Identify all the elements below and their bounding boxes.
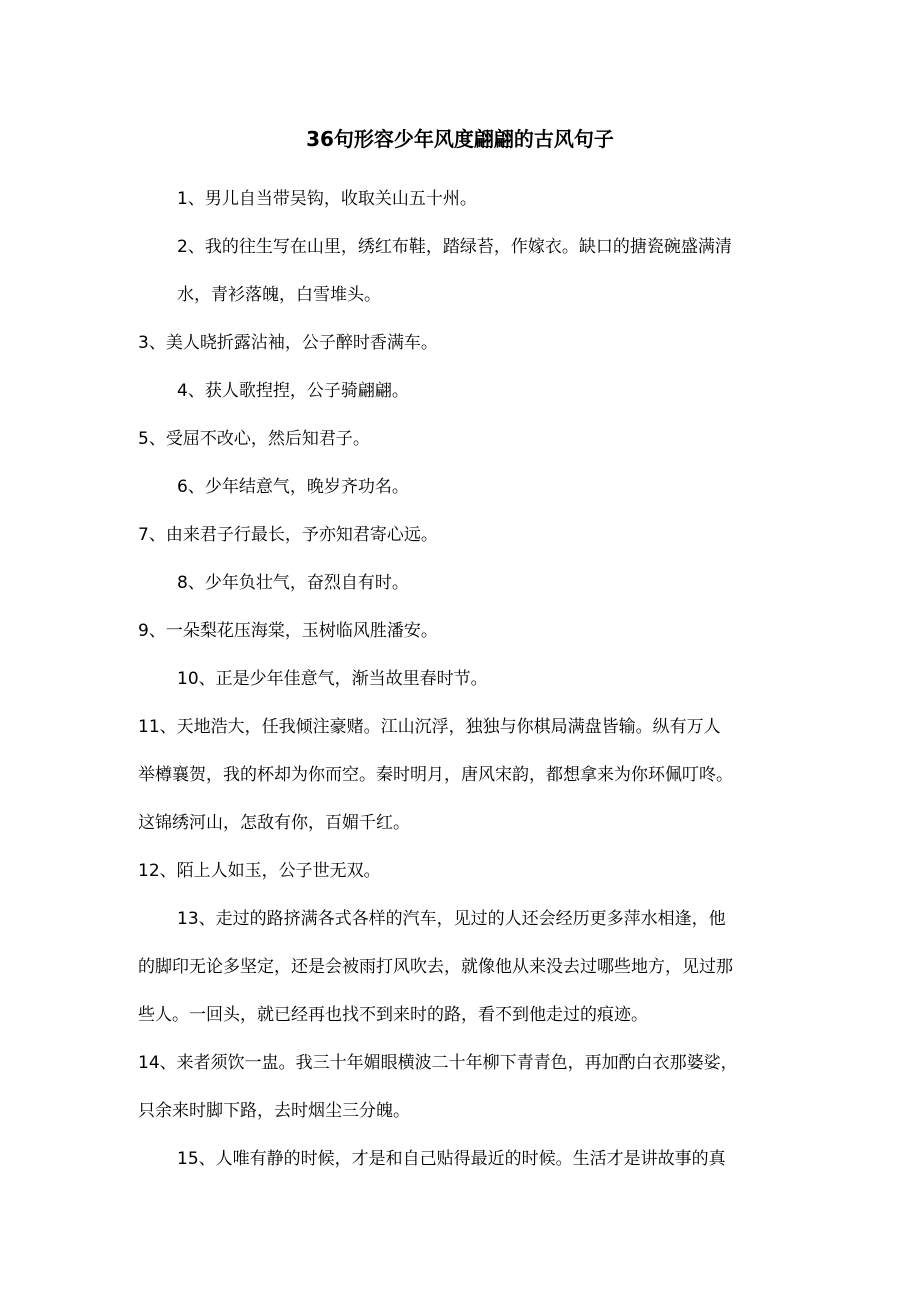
- paragraph-line: 8、少年负壮气，奋烈自有时。: [177, 573, 409, 593]
- paragraph-line: 7、由来君子行最长，予亦知君寄心远。: [138, 525, 438, 545]
- paragraph-line: 2、我的往生写在山里，绣红布鞋，踏绿苔，作嫁衣。缺口的搪瓷碗盛满清: [177, 237, 732, 257]
- paragraph-line: 15、人唯有静的时候，才是和自己贴得最近的时候。生活才是讲故事的真: [177, 1149, 726, 1169]
- paragraph-line: 5、受屈不改心，然后知君子。: [138, 429, 370, 449]
- paragraph-line: 6、少年结意气，晚岁齐功名。: [177, 477, 409, 497]
- paragraph: [138, 655, 788, 703]
- paragraph: [138, 463, 788, 511]
- paragraph-line: 这锦绣河山，怎敌有你，百媚千红。: [138, 813, 410, 833]
- paragraph-line: 3、美人晓折露沾袖，公子醉时香满车。: [138, 333, 438, 353]
- paragraph-line: 的脚印无论多坚定，还是会被雨打风吹去，就像他从来没去过哪些地方，见过那: [138, 957, 733, 977]
- paragraph: [138, 559, 788, 607]
- paragraph: [138, 1039, 788, 1135]
- paragraph: [138, 703, 788, 847]
- paragraph-line: 9、一朵梨花压海棠，玉树临风胜潘安。: [138, 621, 438, 641]
- paragraph: [138, 223, 788, 319]
- paragraph: [138, 607, 788, 655]
- paragraph-line: 4、获人歌揑揑，公子骑翩翩。: [177, 381, 409, 401]
- paragraph-line: 水，青衫落魄，白雪堆头。: [177, 285, 381, 305]
- paragraph-line: 只余来时脚下路，去时烟尘三分魄。: [138, 1101, 410, 1121]
- paragraph: [138, 319, 788, 367]
- paragraph-line: 10、正是少年佳意气，渐当故里春时节。: [177, 669, 488, 689]
- paragraph-line: 11、天地浩大，任我倾注豪赌。江山沉浮，独独与你棋局满盘皆输。纵有万人: [138, 717, 721, 737]
- paragraph: [138, 175, 788, 223]
- paragraph: [138, 1135, 788, 1183]
- document-title: 36句形容少年风度翩翩的古风句子: [306, 127, 614, 151]
- paragraph-line: 12、陌上人如玉，公子世无双。: [138, 861, 381, 881]
- paragraph-line: 13、走过的路挤满各式各样的汽车，见过的人还会经历更多萍水相逢，他: [177, 909, 726, 929]
- paragraph-line: 1、男儿自当带吴钩，收取关山五十州。: [177, 189, 477, 209]
- paragraph: [138, 367, 788, 415]
- paragraph: [138, 511, 788, 559]
- paragraph-line: 些人。一回头，就已经再也找不到来时的路，看不到他走过的痕迹。: [138, 1005, 648, 1025]
- paragraph: [138, 847, 788, 895]
- paragraph-line: 14、来者须饮一盅。我三十年媚眼横波二十年柳下青青色，再加酌白衣那婆娑，: [138, 1053, 738, 1073]
- paragraph-line: 举樽襄贺，我的杯却为你而空。秦时明月，唐风宋韵，都想拿来为你环佩叮咚。: [138, 765, 733, 785]
- paragraph: [138, 415, 788, 463]
- paragraph: [138, 895, 788, 1039]
